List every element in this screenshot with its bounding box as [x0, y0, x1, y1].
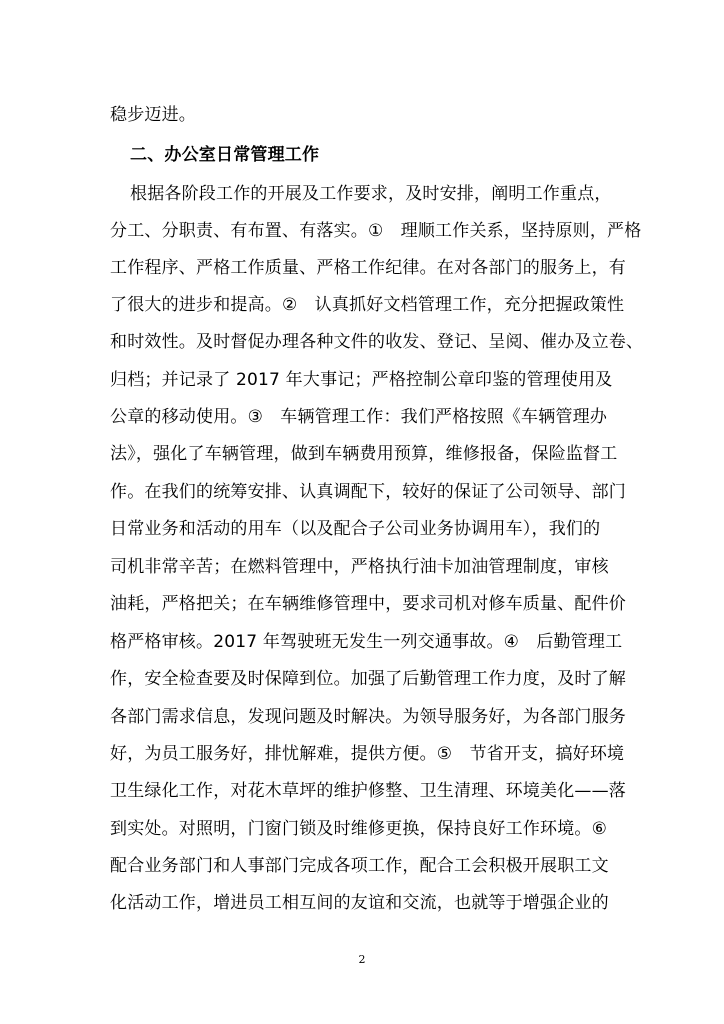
text-line: 分工、分职责、有布置、有落实。① 理顺工作关系，坚持原则，严格 [110, 221, 642, 241]
text-line: 卫生绿化工作，对花木草坪的维护修整、卫生清理、环境美化——落 [110, 781, 626, 801]
text-line: 化活动工作，增进员工相互间的友谊和交流，也就等于增强企业的 [110, 893, 609, 913]
text-line: 作，安全检查要及时保障到位。加强了后勤管理工作力度，及时了解 [110, 669, 626, 689]
text-line: 各部门需求信息，发现问题及时解决。为领导服务好，为各部门服务 [110, 707, 626, 727]
text-line: 好，为员工服务好，排忧解难，提供方便。⑤ 节省开支，搞好环境 [110, 744, 625, 764]
text-line: 工作程序、严格工作质量、严格工作纪律。在对各部门的服务上，有 [110, 258, 626, 278]
text-line: 公章的移动使用。③ 车辆管理工作：我们严格按照《车辆管理办 [110, 407, 608, 427]
text-line: 日常业务和活动的用车（以及配合子公司业务协调用车），我们的 [110, 519, 601, 539]
text-line: 和时效性。及时督促办理各种文件的收发、登记、呈阅、催办及立卷、 [110, 332, 644, 352]
page-number: 2 [358, 953, 366, 966]
text-line: 作。在我们的统筹安排、认真调配下，较好的保证了公司领导、部门 [110, 482, 626, 502]
paragraph-first-line: 根据各阶段工作的开展及工作要求，及时安排，阐明工作重点， [130, 184, 612, 204]
text-line-continuation: 稳步迈进。 [110, 105, 196, 125]
text-line: 格严格审核。2017 年驾驶班无发生一列交通事故。④ 后勤管理工 [110, 632, 623, 652]
text-line: 法》，强化了车辆管理，做到车辆费用预算，维修报备，保险监督工 [110, 444, 618, 464]
text-line: 了很大的进步和提高。② 认真抓好文档管理工作，充分把握政策性 [110, 295, 625, 315]
section-heading: 二、办公室日常管理工作 [130, 145, 320, 165]
text-line: 油耗，严格把关；在车辆维修管理中，要求司机对修车质量、配件价 [110, 594, 626, 614]
text-line: 归档；并记录了 2017 年大事记；严格控制公章印鉴的管理使用及 [110, 370, 613, 390]
text-line: 到实处。对照明，门窗门锁及时维修更换，保持良好工作环境。⑥ [110, 819, 608, 839]
text-line: 司机非常辛苦；在燃料管理中，严格执行油卡加油管理制度，审核 [110, 557, 609, 577]
text-line: 配合业务部门和人事部门完成各项工作，配合工会积极开展职工文 [110, 856, 609, 876]
